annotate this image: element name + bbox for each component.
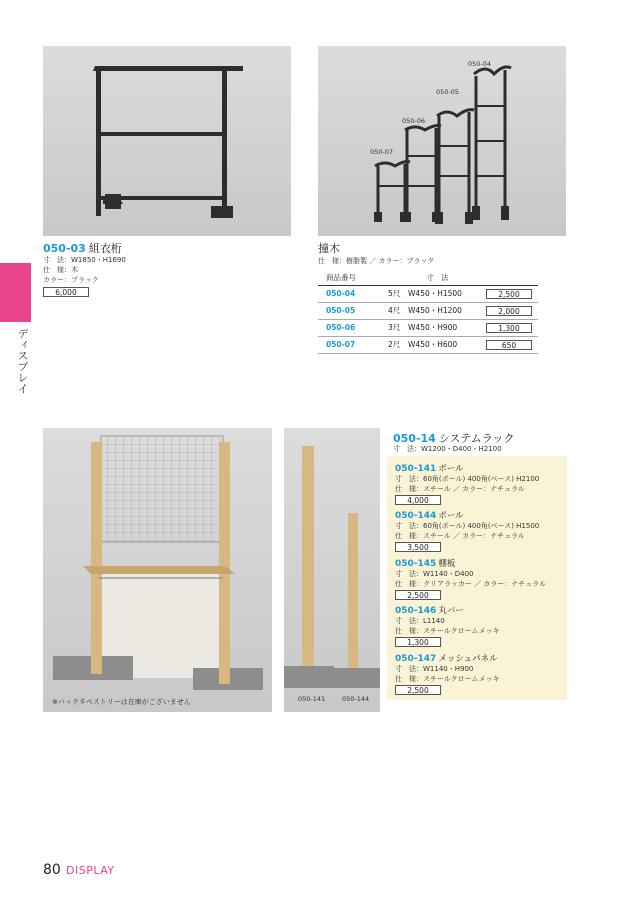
component-050-141: [395, 461, 539, 505]
table-row: [318, 302, 538, 319]
component-code: 050-144: [395, 511, 437, 521]
row-price: 2,000: [486, 306, 532, 316]
price-box: 3,500: [395, 542, 441, 552]
page-number: 80: [43, 862, 61, 878]
row-price: 1,300: [486, 323, 532, 333]
row-size: 5尺: [388, 285, 408, 302]
row-size: 4尺: [388, 302, 408, 319]
product-name: 撞木: [318, 242, 340, 255]
stand-label: 050-04: [468, 60, 492, 68]
section-name: DISPLAY: [66, 864, 115, 877]
spec-line: 仕 様：木: [43, 266, 78, 274]
component-code: 050-147: [395, 654, 437, 664]
product-title-050-03: [43, 240, 122, 256]
component-code: 050-145: [395, 559, 437, 569]
spec-line: 仕 様：樹脂製 ／ カラー：ブラック: [318, 257, 435, 265]
stand-label: 050-05: [436, 88, 460, 96]
spec-line: 寸 法：W1140・H900: [395, 665, 474, 673]
row-price: 650: [486, 340, 532, 350]
component-050-145: [395, 556, 546, 600]
tapestry-note: ※バックタペストリーは在庫がございません: [52, 698, 191, 706]
product-title-shumoku: [318, 240, 340, 256]
price-box: 1,300: [395, 637, 441, 647]
row-dim: W450・H900: [408, 319, 486, 336]
component-050-146: [395, 603, 500, 647]
table-row: [318, 285, 538, 302]
row-size: 3尺: [388, 319, 408, 336]
spec-line: 寸 法：W1140・D400: [395, 570, 474, 578]
product-name: 組衣桁: [88, 242, 122, 255]
price-box: 4,000: [395, 495, 441, 505]
row-dim: W450・H1200: [408, 302, 486, 319]
photo-system-rack: [43, 428, 272, 712]
side-tab-label: ディスプレイ: [16, 328, 29, 394]
spec-line: 寸 法：60角(ポール) 400角(ベース) H2100: [395, 475, 540, 483]
spec-line: 仕 様：スチール ／ カラー：ナチュラル: [395, 485, 525, 493]
spec-line: 仕 様：スチールクロームメッキ: [395, 627, 500, 635]
component-code: 050-141: [395, 464, 437, 474]
side-tab-marker: [0, 263, 31, 322]
spec-line: 寸 法：W1850・H1690: [43, 256, 126, 264]
table-row: [318, 319, 538, 336]
row-code: 050-05: [318, 302, 388, 319]
row-size: 2尺: [388, 336, 408, 353]
component-name: ポール: [438, 464, 464, 474]
spec-line: 仕 様：スチール ／ カラー：ナチュラル: [395, 532, 525, 540]
component-050-147: [395, 651, 500, 695]
row-dim: W450・H600: [408, 336, 486, 353]
photo-kimono-rack: [43, 46, 291, 236]
price-box: 6,000: [43, 287, 89, 297]
component-name: 棚板: [438, 559, 456, 569]
stand-label: 050-07: [370, 148, 394, 156]
spec-line: 寸 法：60角(ポール) 400角(ベース) H1500: [395, 522, 540, 530]
photo-poles: [284, 428, 380, 712]
row-code: 050-07: [318, 336, 388, 353]
stand-label: 050-06: [402, 117, 426, 125]
shumoku-price-table: [318, 270, 538, 354]
spec-line: 仕 様：スチールクロームメッキ: [395, 675, 500, 683]
row-code: 050-04: [318, 285, 388, 302]
spec-line: 仕 様：クリアラッカー ／ カラー：ナチュラル: [395, 580, 546, 588]
component-code: 050-146: [395, 606, 437, 616]
row-dim: W450・H1500: [408, 285, 486, 302]
price-box: 2,500: [395, 685, 441, 695]
component-name: メッシュパネル: [438, 654, 498, 664]
product-code: 050-14: [393, 432, 436, 445]
spec-line: 寸 法：W1200・D400・H2100: [393, 445, 502, 453]
pole-caption: 050-141: [298, 695, 326, 703]
row-code: 050-06: [318, 319, 388, 336]
table-header: [318, 270, 538, 285]
header-code: 商品番号: [318, 270, 388, 285]
pole-caption: 050-144: [342, 695, 370, 703]
product-code: 050-03: [43, 242, 86, 255]
component-name: ポール: [438, 511, 464, 521]
product-name: システムラック: [438, 432, 515, 445]
component-name: 丸バー: [438, 606, 464, 616]
photo-shumoku-stands: [318, 46, 566, 236]
table-row: [318, 336, 538, 353]
spec-line: 寸 法：L1140: [395, 617, 445, 625]
component-050-144: [395, 508, 539, 552]
spec-line: カラー：ブラック: [43, 276, 99, 284]
header-size: 寸 法: [388, 270, 538, 285]
row-price: 2,500: [486, 289, 532, 299]
price-box: 2,500: [395, 590, 441, 600]
